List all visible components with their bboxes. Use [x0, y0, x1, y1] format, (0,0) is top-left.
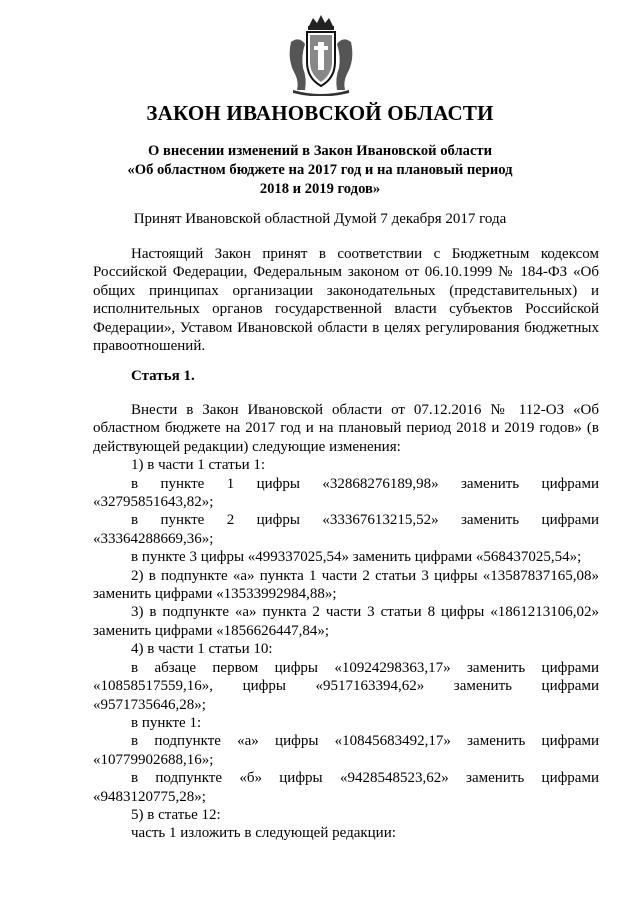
list-item: 4) в части 1 статьи 10:: [131, 641, 273, 658]
list-item: 2) в подпункте «а» пункта 1 части 2 статьи 3 цифры «13587837165,08» заменить цифрами «13533992984,88»;: [93, 567, 599, 603]
list-item: в пункте 1 цифры «32868276189,98» заменить цифрами «32795851643,82»;: [93, 475, 599, 511]
subtitle-line: «Об областном бюджете на 2017 год и на плановый период: [127, 162, 513, 178]
subtitle-line: О внесении изменений в Закон Ивановской области: [147, 143, 493, 159]
adoption-note: Принят Ивановской областной Думой 7 декабря 2017 года: [133, 211, 507, 227]
article-intro: Внести в Закон Ивановской области от 07.12.2016 № 112-ОЗ «Об областном бюджете на 2017 год и на плановый период 2018 и 2019 годов» (в действующей редакции) следующие изменения:: [93, 402, 599, 455]
list-item: в абзаце первом цифры «10924298363,17» заменить цифрами «10858517559,16», цифры «9517163394,62» заменить цифрами «9571735646,28»;: [93, 659, 599, 713]
subtitle-line: 2018 и 2019 годов»: [259, 181, 381, 197]
document-title: ЗАКОН ИВАНОВСКОЙ ОБЛАСТИ: [146, 101, 494, 125]
article-body: [93, 401, 599, 843]
list-item: 3) в подпункте «а» пункта 2 части 3 статьи 8 цифры «1861213106,02» заменить цифрами «1856626447,84»;: [93, 604, 599, 639]
list-item: в пункте 3 цифры «499337025,54» заменить цифрами «568437025,54»;: [131, 549, 582, 566]
coat-of-arms-icon: [283, 12, 359, 96]
list-item: в пункте 1:: [131, 714, 202, 731]
list-item: в подпункте «б» цифры «9428548523,62» заменить цифрами «9483120775,28»;: [93, 770, 599, 805]
list-item: в подпункте «а» цифры «10845683492,17» заменить цифрами «10779902688,16»;: [93, 733, 599, 768]
document-subtitle: [60, 142, 580, 199]
intro-paragraph: [93, 245, 599, 355]
list-item: в пункте 2 цифры «33367613215,52» заменить цифрами «33364288669,36»;: [93, 512, 599, 547]
list-item: 1) в части 1 статьи 1:: [131, 457, 266, 474]
article-heading: Статья 1.: [131, 368, 195, 384]
intro-text: Настоящий Закон принят в соответствии с Бюджетным кодексом Российской Федерации, Федеральным законом от 06.10.1999 № 184-ФЗ «Об общих принципах организации законодательных (представительных) и исполнительных органов государственной власти субъектов Российской Федерации», Уставом Ивановской области в целях регулирования бюджетных правоотношений.: [93, 246, 599, 355]
list-item: 5) в статье 12:: [131, 806, 221, 823]
list-item: часть 1 изложить в следующей редакции:: [131, 825, 396, 842]
